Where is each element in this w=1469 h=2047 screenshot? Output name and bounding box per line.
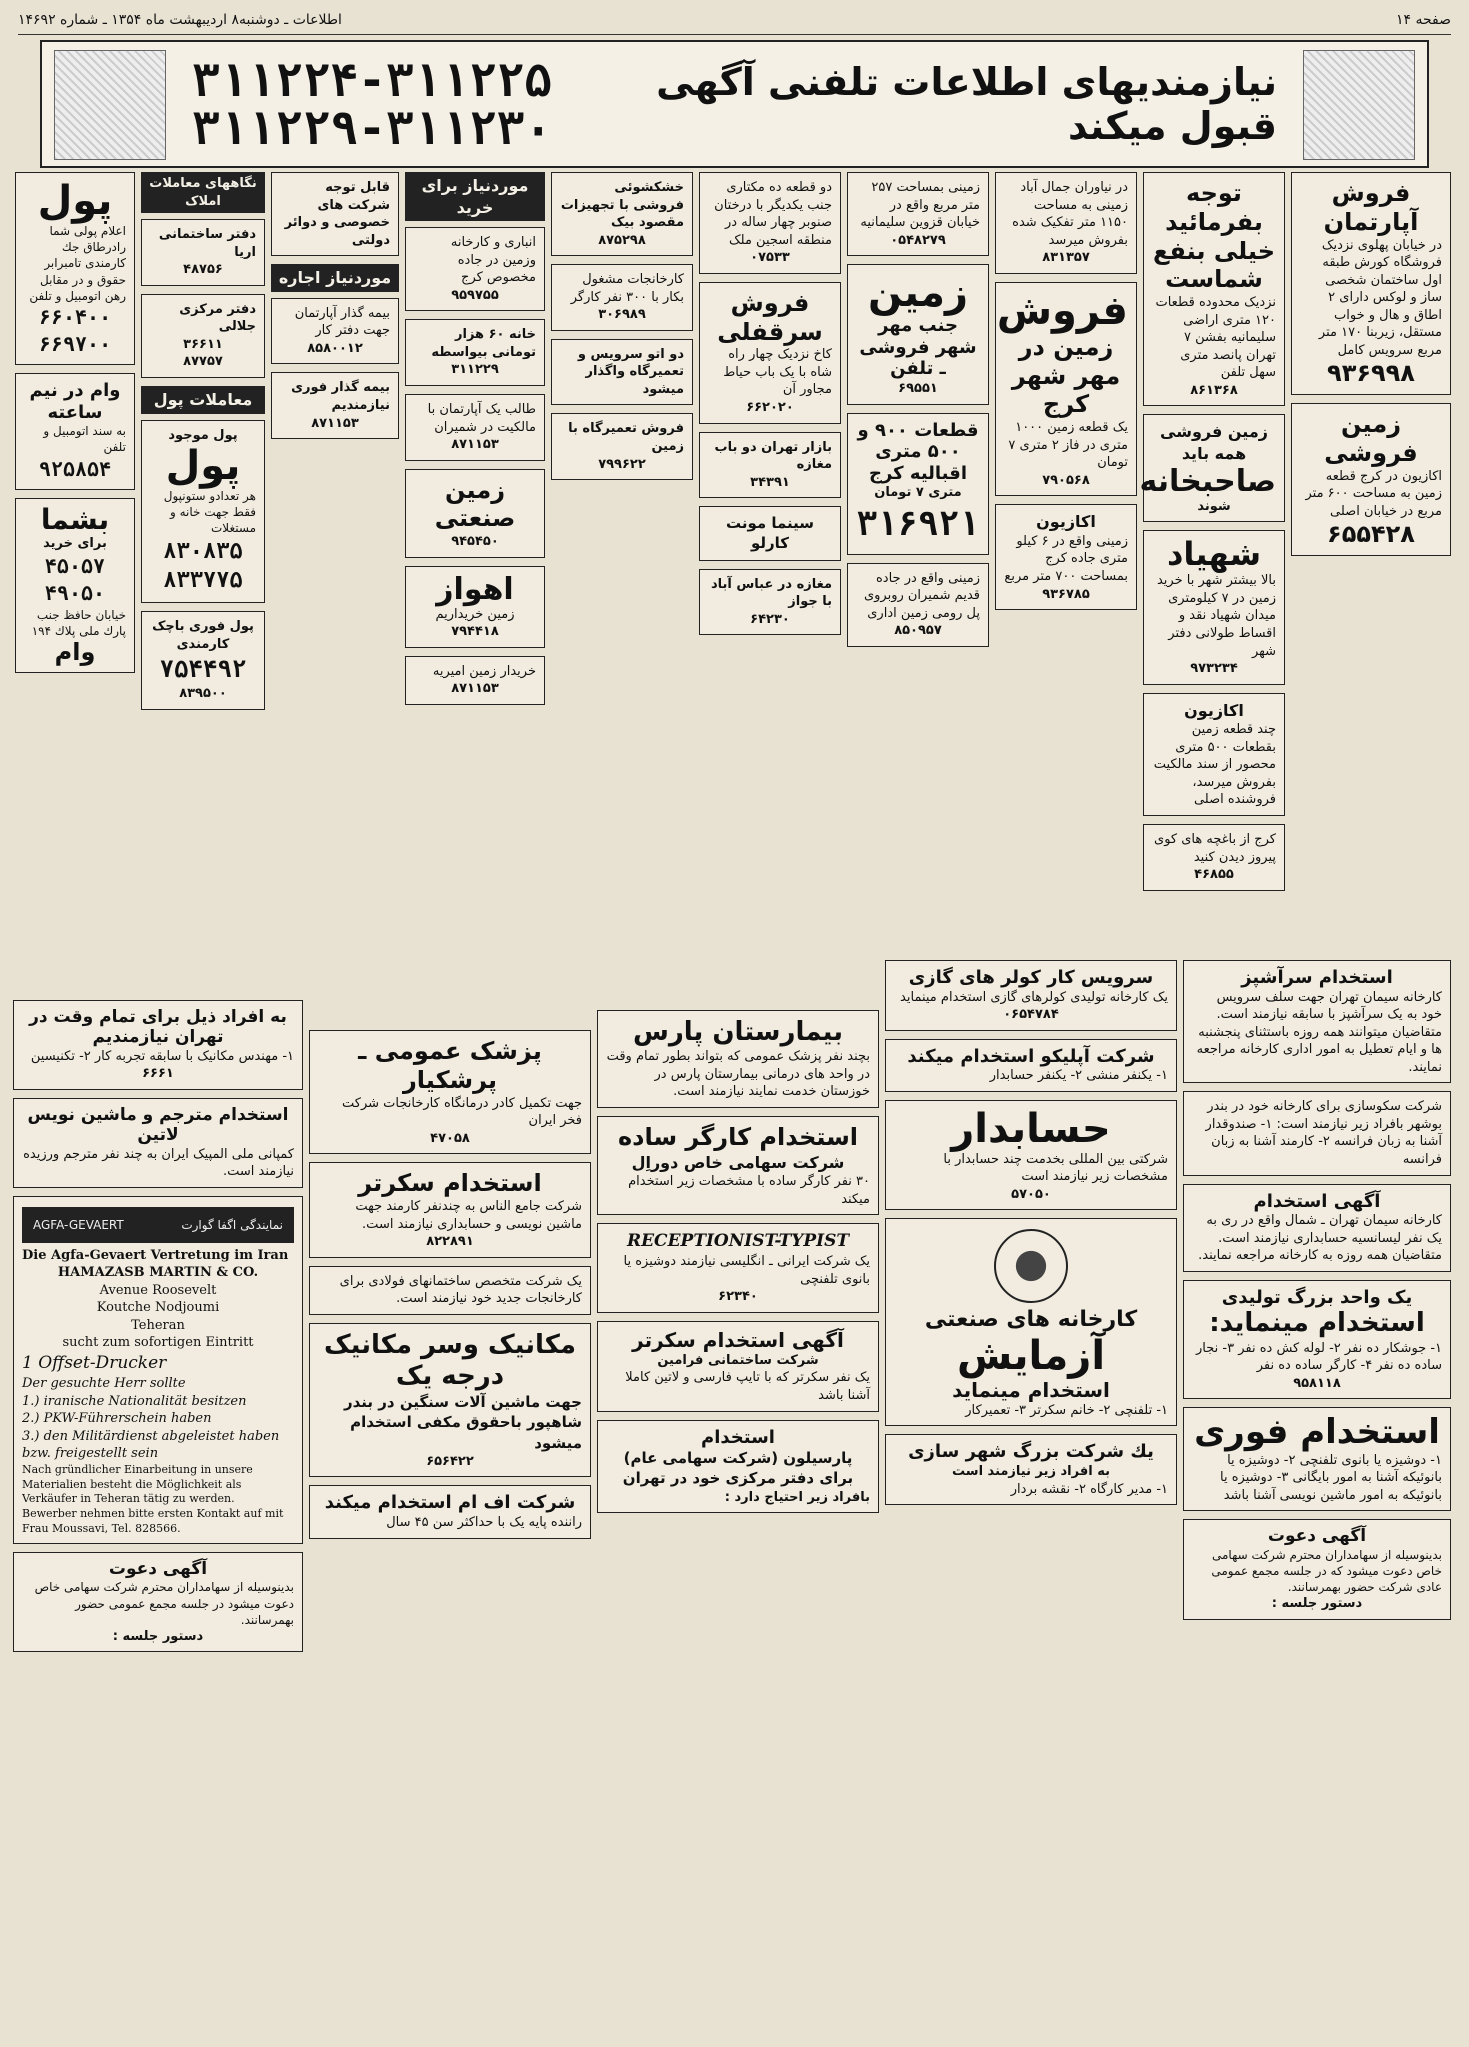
ad-body: هر تعدادو ستونپول فقط جهت خانه و مستغلات — [163, 489, 256, 536]
ad-body: شرکت سکوسازی برای کارخانه خود در بندر بوشهر بافراد زیر نیازمند است: ۱- صندوقدار آشنا به زبان فرانسه ۲- کارمند آشنا به زبان فرانسه — [1205, 1099, 1442, 1167]
ad-headline: آزمایش — [956, 1332, 1106, 1379]
banner-phones-line2: ۳۱۱۲۲۹-۳۱۱۲۳۰ — [192, 101, 553, 155]
ad-engineers-needed — [13, 1000, 303, 1090]
ad-secretary-faramin — [597, 1321, 879, 1412]
ad-phone: ۸۲۲۸۹۱ — [426, 1234, 474, 1250]
ad-urgent-money — [141, 611, 265, 710]
ad-title: بیمه گذار فوری نیازمندیم — [291, 380, 390, 413]
ad-title: اکازیون — [1184, 700, 1244, 720]
column-8 — [271, 172, 399, 447]
agfa-line: Nach gründlicher Einarbeitung in unsere Materialien besteht die Möglichkeit als Verkäufer in Teheran tätig zu werden. — [22, 1462, 253, 1506]
ad-mehrshahr-land — [995, 282, 1137, 497]
ad-attention — [1143, 172, 1285, 406]
ad-body: زمین خریداریم — [435, 606, 515, 622]
ad-phone-large: ۶۶۰۴۰۰ — [38, 304, 112, 329]
ad-title: وام در نیم ساعته — [29, 379, 121, 423]
ad-title: توجه بفرمائید خیلی بنفع شماست — [1152, 179, 1275, 294]
ad-body: راننده پایه یک با حداکثر سن ۴۵ سال — [386, 1515, 582, 1531]
ad-drycleaner — [551, 172, 693, 256]
ad-subtitle: دستور جلسه : — [112, 1628, 204, 1644]
ad-title: پول فوری باچک کارمندی — [152, 619, 254, 652]
ad-phone: ۰۵۴۸۲۷۹ — [890, 232, 946, 248]
ad-body: شرکتی بین المللی بخدمت چند حسابدار با مشخصات زیر نیازمند است — [943, 1151, 1168, 1185]
ad-phone: ۹۴۵۴۵۰ — [451, 534, 499, 550]
ad-half-hour-loan — [15, 373, 135, 490]
ad-auto-service — [551, 339, 693, 406]
ad-aria-office — [141, 219, 265, 286]
ad-title: دفتر مرکزی جلالی — [179, 301, 256, 335]
ad-cinema — [699, 506, 841, 561]
agfa-line: 3.) den Militärdienst abgeleistet haben bzw. freigestellt sein — [22, 1428, 280, 1462]
ad-chef-hire — [1183, 960, 1451, 1083]
ad-two-plots — [699, 172, 841, 274]
ad-parsilon — [597, 1420, 879, 1514]
ad-phone: ۷۹۰۵۶۸ — [1042, 472, 1090, 488]
page-number: صفحه ۱۴ — [1395, 12, 1451, 28]
classifieds-banner — [40, 40, 1429, 168]
ad-headline: شهیاد — [1166, 535, 1262, 574]
ad-goodwill-sale — [699, 282, 841, 424]
ad-body: بدینوسیله از سهامداران محترم شرکت سهامی خاص دعوت میشود که در جلسه مجمع عمومی عادی شرکت حضور بهمرسانند. — [1211, 1547, 1442, 1594]
column-10 — [15, 172, 135, 681]
ad-title: مغازه در عباس آباد با جواز — [710, 576, 832, 610]
ad-bushehr-plant — [1183, 1091, 1451, 1175]
agfa-line: 2.) PKW-Führerschein haben — [22, 1411, 212, 1427]
ad-shahyad — [1143, 530, 1285, 684]
ad-body: چند قطعه زمین بقطعات ۵۰۰ متری محصور از سند مالکیت بفروش میرسد، فروشنده اصلی — [1153, 722, 1276, 808]
ad-headline: استخدام فوری — [1194, 1412, 1440, 1453]
ad-body: نزدیک محدوده قطعات ۱۲۰ متری اراضی سلیمانیه بفشن ۷ تهران پانصد متری سهل تلفن — [1155, 295, 1276, 381]
ad-body: ۱- جوشکار ده نفر ۲- لوله کش ده نفر ۳- نجار ساده ده نفر ۴- کارگر ساده ده نفر — [1196, 1340, 1442, 1374]
ad-land-sale — [1291, 403, 1451, 556]
ad-subtitle: شرکت سهامی خاص دوراِل — [631, 1152, 845, 1172]
ad-invitation-left — [13, 1552, 303, 1653]
ad-body: بچند نفر پزشک عمومی که بتواند بطور تمام وقت در واحد های درمانی بیمارستان پارس در خوزستان خدمت نمایند نیازمند است. — [606, 1049, 870, 1100]
lower-column-center-right — [885, 960, 1177, 1513]
ad-fm-company — [309, 1485, 591, 1538]
ad-body: زمینی واقع در جاده قدیم شمیران روبروی پل رومی زمین اداری — [863, 570, 980, 621]
ad-subtitle: استخدام مینماید: — [1209, 1308, 1425, 1339]
banner-title: نیازمندیهای اطلاعات تلفنی آگهی قبول میکند — [656, 60, 1277, 148]
ad-money-loan — [15, 172, 135, 365]
ad-occasion — [1143, 693, 1285, 816]
ad-body: در نیاوران جمال آباد زمینی به مساحت ۱۱۵۰ متر تفکیک شده بفروش میرسد — [1012, 180, 1128, 248]
ad-repair-shop — [551, 413, 693, 480]
ad-body: دو قطعه ده مکتاری جنب یکدیگر با درختان صنوبر چهار ساله در منطقه اسجین ملک — [714, 180, 832, 248]
ad-title: قطعات ۹۰۰ و ۵۰۰ متری اقبالیه کرج — [857, 419, 979, 484]
ad-body: کمپانی ملی المپیک ایران به چند نفر مترجم ورزیده نیازمند است. — [23, 1146, 294, 1180]
ad-phone: ۳۶۶۱۱ — [183, 336, 223, 352]
ad-body: کارخانجات مشغول بکار با ۳۰۰ نفر کارگر — [570, 272, 684, 305]
ad-title: خریدار زمین امیریه — [432, 663, 536, 679]
ad-headline: حسابدار — [951, 1105, 1111, 1152]
ad-phone: ۶۶۶۱ — [142, 1066, 174, 1082]
ad-house-wanted — [405, 319, 545, 386]
agfa-line: Koutche Nodjoumi — [96, 1300, 220, 1316]
ad-phone-large: ۴۵۰۵۷ — [44, 553, 106, 578]
ad-phone-large: ۹۲۵۸۵۴ — [38, 456, 112, 481]
ad-title: پول موجود — [168, 427, 238, 443]
ad-body: جهت ماشین آلات سنگین در بندر شاهپور باحقوق مکفی استخدام میشود — [344, 1393, 582, 1452]
ad-apartment-sale — [1291, 172, 1451, 395]
ad-body: ۱- تلفنچی ۲- خانم سکرتر ۳- تعمیرکار — [965, 1402, 1168, 1418]
agfa-german-text — [22, 1247, 294, 1537]
banner-family-illustration — [1303, 50, 1415, 160]
ad-title: دو اتو سرویس و تعمیرگاه واگذار میشود — [577, 346, 684, 397]
ad-invitation-right — [1183, 1519, 1451, 1620]
ad-body: زمینی واقع در ۶ کیلو متری جاده کرج بمساحت ۷۰۰ متر مربع — [1004, 533, 1128, 584]
lower-column-center — [597, 1010, 879, 1521]
ad-headline: صاحبخانه — [1139, 463, 1276, 499]
ad-phone: ۸۷۱۱۵۳ — [451, 437, 499, 453]
ad-phone: ۶۹۵۵۱ — [898, 380, 938, 396]
ad-phone: ۶۴۲۳۰ — [750, 611, 790, 627]
lower-column-right — [1183, 960, 1451, 1628]
banner-phone-numbers — [192, 52, 553, 155]
ad-phone: ۴۸۷۵۶ — [183, 262, 223, 278]
ad-subtitle: جنب مهر شهر فروشی ـ تلفن — [859, 315, 977, 380]
column-5 — [699, 172, 841, 643]
ad-subtitle: استخدام مینماید — [952, 1377, 1110, 1402]
ad-title: فروش سرقفلی — [717, 288, 823, 346]
ad-title: سرویس کار کولر های گازی — [908, 967, 1154, 988]
ad-phone: ۳۱۱۲۲۹ — [451, 362, 499, 378]
ad-body: یک شرکت ایرانی ـ انگلیسی نیازمند دوشیزه یا بانوی تلفنچی — [623, 1254, 870, 1287]
ad-agfa-gevaert — [13, 1196, 303, 1544]
ad-title: RECEPTIONIST-TYPIST — [626, 1231, 850, 1252]
ad-phone: ۹۷۳۲۳۴ — [1190, 661, 1238, 677]
ad-steel-structures — [309, 1266, 591, 1315]
section-heading-buy: موردنیاز برای خرید — [405, 172, 545, 221]
ad-body: خیابان حافظ جنب پارك ملی پلاك ۱۹۴ — [31, 607, 126, 639]
ad-amirieh-land — [405, 656, 545, 705]
ad-title: شرکت اف ام استخدام میکند — [324, 1492, 576, 1514]
ad-ahvaz — [405, 566, 545, 648]
ad-phone: ۳۴۳۹۱ — [750, 474, 790, 490]
ad-body: کارخانه سیمان تهران جهت سلف سرویس خود به یک سرآشپز با سابقه نیازمند است. متقاضیان میتوانند همه روزه باستثنای پنجشنبه ها و ایام تعطیل به امور اداری کارخانه مراجعه نمایند. — [1196, 989, 1442, 1075]
ad-body: یک شرکت متخصص ساختمانهای فولادی برای کارخانجات جدید خود نیازمند است. — [339, 1273, 582, 1307]
ad-title: آگهی استخدام سکرتر — [632, 1327, 844, 1352]
agfa-line: Bewerber nehmen bitte ersten Kontakt auf mit Frau Moussavi, Tel. 828566. — [22, 1507, 284, 1536]
ad-title: فروش تعمیرگاه با زمین — [568, 421, 684, 455]
ad-headline: زمین — [867, 270, 969, 317]
lower-column-left — [13, 1000, 303, 1660]
ad-title: یک واحد بزرگ تولیدی — [1221, 1286, 1413, 1308]
ad-aplico — [885, 1039, 1177, 1092]
ad-body: ۳۰ نفر کارگر ساده با مشخصات زیر استخدام میکند — [628, 1174, 870, 1207]
ad-phone: ۸۷۵۲۹۸ — [598, 232, 646, 248]
ad-receptionist — [597, 1223, 879, 1313]
ad-azmayesh — [885, 1218, 1177, 1426]
ad-title: زمین فروشی — [1324, 410, 1418, 468]
agfa-line: 1 Offset-Drucker — [22, 1353, 167, 1374]
ad-phone: ۵۷۰۵۰ — [1011, 1186, 1051, 1202]
column-4 — [847, 172, 989, 655]
ad-title: پزشک عمومی ـ پرشکیار — [358, 1037, 542, 1094]
ad-title: یك شرکت بزرگ شهر سازی — [908, 1441, 1154, 1463]
ad-title: فروش آپارتمان — [1323, 179, 1419, 236]
ad-phone-large: ۴۹۰۵۰ — [44, 580, 106, 605]
ad-phone: ۸۵۸۰۰۱۲ — [307, 340, 363, 356]
ad-title: استخدام کارگر ساده — [617, 1122, 859, 1151]
ad-title: زمین فروشی همه باید — [1160, 422, 1268, 464]
ad-land-mehrshahr — [847, 264, 989, 404]
agfa-line: Die Agfa-Gevaert Vertretung im Iran — [22, 1247, 289, 1263]
ad-simple-workers — [597, 1116, 879, 1215]
ad-phone: ۸۷۱۱۵۳ — [451, 681, 499, 697]
ad-karaj-gardens — [1143, 824, 1285, 891]
ad-headline: پول — [37, 178, 113, 224]
agfa-logo — [22, 1207, 294, 1243]
ad-urban-development — [885, 1434, 1177, 1505]
ad-phone: ۶۵۵۴۲۸ — [1327, 520, 1415, 549]
page-header — [18, 6, 1451, 35]
ad-title: استخدام مترجم و ماشین نویس لاتین — [27, 1104, 289, 1146]
ad-body: بافراد زیر احتیاج دارد : — [724, 1489, 870, 1505]
ad-body: شرکت جامع الناس به چندنفر کارمند جهت ماشین نویسی و حسابداری نیازمند است. — [355, 1199, 582, 1232]
ad-subtitle: به افراد زیر نیازمند است — [952, 1464, 1110, 1479]
ad-phone: ۶۵۶۴۲۲ — [426, 1453, 474, 1469]
agfa-line: sucht zum sofortigen Eintritt — [62, 1335, 254, 1351]
ad-phone: ۶۶۲۰۲۰ — [746, 399, 794, 415]
ad-title: زمین صنعتی — [434, 475, 516, 533]
agfa-line: Der gesuchte Herr sollte — [22, 1375, 186, 1391]
ad-phone-large: ۸۳۳۷۷۵ — [163, 568, 243, 594]
ad-title: سینما مونت کارلو — [725, 514, 815, 553]
ad-phone-large: ۶۶۹۷۰۰ — [38, 331, 112, 356]
agfa-line: 1.) iranische Nationalität besitzen — [22, 1393, 247, 1409]
ad-title: آگهی استخدام — [1253, 1190, 1381, 1212]
ad-body: کارخانه سیمان تهران ـ شمال واقع در ری به یک نفر لیسانسیه حسابداری نیازمند است. متقاضیان همه روزه به کارخانه مراجعه نمایند. — [1198, 1213, 1442, 1264]
ad-body: یک کارخانه تولیدی کولرهای گازی استخدام مینماید — [900, 989, 1168, 1005]
ad-phone-large: ۷۵۴۴۹۲ — [159, 655, 247, 684]
ad-urgent-need — [271, 372, 399, 439]
column-1 — [1291, 172, 1451, 564]
ad-subtitle: پارسیلون (شرکت سهامی عام) برای دفتر مرکزی خود در تهران — [622, 1449, 854, 1488]
ad-title: اکازیون — [1036, 512, 1096, 532]
ad-warehouse-wanted — [405, 227, 545, 311]
ad-phone: ۸۷۷۵۷ — [183, 354, 223, 370]
ad-shemiran-road — [847, 563, 989, 647]
ad-phone: ۰۷۵۳۳ — [750, 250, 790, 266]
ad-apartment-wanted — [405, 394, 545, 461]
column-2 — [1139, 172, 1285, 899]
ad-body: انباری و کارخانه وزمین در جاده مخصوص کرج — [450, 235, 536, 286]
ad-translator-typist — [13, 1098, 303, 1188]
ad-body: ۱- دوشیزه یا بانوی تلفنچی ۲- دوشیزه یا بانوئیکه آشنا به امور بایگانی ۳- دوشیزه یا بانوئیکه به امور ماشین نویسی آشنا باشد — [1220, 1452, 1442, 1503]
ad-title: مکانیک وسر مکانیک درجه یک — [324, 1329, 576, 1391]
ad-cement-hire — [1183, 1184, 1451, 1272]
ad-phone: ۴۶۸۵۵ — [1194, 867, 1234, 883]
ad-phone: ۰۶۵۴۷۸۴ — [1003, 1007, 1059, 1023]
ad-body: یک نفر سکرتر که با تایپ فارسی و لاتین کاملا آشنا باشد — [625, 1370, 870, 1403]
ad-phone: ۸۶۱۳۶۸ — [1190, 382, 1238, 398]
section-heading-money: معاملات پول — [141, 386, 265, 414]
ad-title: شرکت آپلیکو استخدام میکند — [907, 1045, 1155, 1067]
ad-body: زمینی بمساحت ۲۵۷ متر مربع واقع در خیابان قزوین سلیمانیه — [860, 180, 980, 231]
ad-headline: وام — [54, 638, 96, 667]
ad-factories — [551, 264, 693, 331]
ad-body: جهت تکمیل کادر درمانگاه کارخانجات شرکت فخر ایران — [342, 1095, 582, 1129]
ad-headline: فروش — [996, 287, 1128, 334]
ad-body: کاخ نزدیک چهار راه شاه با یک باب حیاط مجاور آن — [723, 347, 832, 398]
ad-mechanic — [309, 1323, 591, 1478]
ad-secretary-hire — [309, 1162, 591, 1257]
ad-eghbalieh-plots — [847, 413, 989, 555]
ad-body: اکازیون در کرج قطعه زمین به مساحت ۶۰۰ متر مربع در خیابان اصلی — [1305, 468, 1442, 519]
ad-pars-hospital — [597, 1010, 879, 1108]
ad-phone: ۹۳۶۷۸۵ — [1042, 586, 1090, 602]
agfa-logo-english: AGFA-GEVAERT — [33, 1217, 124, 1232]
ad-body: ۱- یکنفر منشی ۲- یکنفر حسابدار — [989, 1068, 1168, 1084]
ad-headline: پول — [165, 443, 241, 490]
section-heading-real-estate: نگاههای معاملات املاک — [141, 172, 265, 213]
ad-subtitle: متری ۷ تومان — [874, 485, 962, 501]
section-heading-rent: موردنیاز اجاره — [271, 264, 399, 292]
ad-title: کارخانه های صنعتی — [924, 1307, 1138, 1333]
ad-subtitle: شوند — [1197, 498, 1231, 514]
ad-phone: ۸۳۹۵۰۰ — [179, 686, 227, 702]
ad-phone: ۴۷۰۵۸ — [430, 1130, 470, 1146]
ad-body: اعلام پولی شما رادرطاق جك كارمندی تامبرابر حقوق و در مقابل رهن اتومبيل و تلفن — [29, 224, 126, 303]
column-6 — [551, 172, 693, 488]
ad-headline: بشما — [40, 502, 110, 536]
ad-money-available — [141, 420, 265, 603]
ad-subtitle: زمین در مهر شهر کرج — [1011, 332, 1121, 419]
ad-title: دفتر ساختمانی اریا — [158, 227, 256, 260]
ad-phone: ۷۹۹۶۲۲ — [598, 456, 646, 472]
column-3 — [995, 172, 1137, 618]
ad-phone: ۸۳۱۳۵۷ — [1042, 250, 1090, 266]
agfa-line: Avenue Roosevelt — [99, 1282, 217, 1298]
ad-body: در خیابان پهلوی نزدیک فروشگاه کورش طبقه اول ساختمان شخصی ساز و لوکس دارای ۲ اطاق و هال و خواب مستقل، زیربنا ۱۷۰ متر مربع سرویس کامل — [1318, 237, 1442, 358]
ad-subtitle: برای خرید — [43, 536, 107, 552]
ad-private-companies — [271, 172, 399, 256]
ad-urgent-hire — [1183, 1407, 1451, 1511]
ad-jalali-office — [141, 294, 265, 378]
ad-body: بیمه گذار آپارتمان جهت دفتر کار — [294, 305, 390, 339]
ad-title: بیمارستان پارس — [632, 1017, 844, 1047]
ad-phone: ۸۷۱۱۵۳ — [311, 415, 359, 431]
ad-office-rent — [271, 298, 399, 365]
ad-phone: ۶۲۳۴۰ — [718, 1289, 758, 1305]
ad-title: خشکشوئی فروشی با تجهیزات مقصود بیک — [560, 180, 684, 231]
ad-title: به افراد ذیل برای تمام وقت در تهران نیازمندیم — [29, 1007, 287, 1048]
agfa-line: Teheran — [131, 1317, 185, 1333]
ad-niavaran-land — [995, 172, 1137, 274]
ad-phone-large: ۳۱۶۹۲۱ — [856, 503, 980, 544]
ad-phone: ۹۵۹۷۵۵ — [451, 287, 499, 303]
ad-body: کرج از باغچه های کوی پیروز دیدن کنید — [1154, 832, 1276, 865]
agfa-line: HAMAZASB MARTIN & CO. — [57, 1265, 259, 1281]
ad-occasion-karaj — [995, 504, 1137, 610]
banner-phones-line1: ۳۱۱۲۲۴-۳۱۱۲۲۵ — [192, 52, 553, 107]
ad-phone: ۳۰۶۹۸۹ — [598, 307, 646, 323]
ad-phone: ۹۳۶۹۹۸ — [1327, 359, 1415, 388]
ad-title: استخدام — [701, 1426, 775, 1448]
ad-homeowner — [1139, 414, 1285, 522]
ad-subtitle: به سند اتومبیل و تلفن — [43, 424, 126, 455]
ad-title: استخدام سکرتر — [358, 1169, 542, 1198]
ad-phone: ۸۵۰۹۵۷ — [894, 623, 942, 639]
ad-title: بازار تهران دو باب مغازه — [714, 439, 832, 473]
ad-body: ۱- مهندس مکانیک با سابقه تجربه کار ۲- تکنیسین — [30, 1048, 294, 1064]
ad-headline: اهواز — [436, 571, 514, 607]
agfa-logo-farsi: نمایندگی اگفا گوارت — [181, 1217, 283, 1232]
ad-abbasabad-shop — [699, 569, 841, 636]
column-9 — [141, 172, 265, 718]
ad-subtitle: دستور جلسه : — [1271, 1596, 1363, 1612]
ad-loan-for-you — [15, 498, 135, 673]
lower-column-center-left — [309, 1030, 591, 1547]
ad-subtitle: شرکت ساختمانی فرامین — [657, 1352, 819, 1368]
ad-bazaar-shops — [699, 432, 841, 499]
issue-date-line: اطلاعات ـ دوشنبه۸ اردیبهشت ماه ۱۳۵۴ ـ شماره ۱۴۶۹۲ — [18, 12, 342, 28]
ad-phone: ۷۹۴۴۱۸ — [451, 624, 499, 640]
ad-accountant — [885, 1100, 1177, 1211]
ad-title: استخدام سرآشپز — [1241, 967, 1393, 988]
ad-phone: ۹۵۸۱۱۸ — [1293, 1375, 1341, 1391]
ad-body: بالا بیشتر شهر با خرید زمین در ۷ کیلومتری میدان شهیاد نقد و اقساط طولانی دفتر شهر — [1156, 573, 1276, 659]
ad-title: خانه ۶۰ هزار تومانی بیواسطه — [431, 327, 536, 360]
ad-phone-large: ۸۳۰۸۳۵ — [163, 538, 243, 564]
ad-qazvin-land — [847, 172, 989, 256]
ad-body: یک قطعه زمین ۱۰۰۰ متری در فاز ۲ متری ۷ تومان — [1008, 420, 1128, 471]
ad-title: طالب یک آپارتمان با مالکیت در شمیران — [427, 402, 536, 435]
azmayesh-emblem-icon — [994, 1229, 1068, 1303]
ad-title: آگهی دعوت — [1267, 1526, 1367, 1547]
ad-body: بدینوسیله از سهامداران محترم شرکت سهامی خاص دعوت میشود در جلسه مجمع عمومی حضور بهمرسانند. — [34, 1580, 294, 1627]
column-7 — [405, 172, 545, 713]
banner-couple-illustration — [54, 50, 166, 160]
ad-general-physician — [309, 1030, 591, 1154]
ad-title: قابل توجه شرکت های خصوصی و دوائر دولتی — [284, 180, 390, 248]
ad-body: ۱- مدیر کارگاه ۲- نقشه بردار — [1010, 1481, 1168, 1497]
ad-title: آگهی دعوت — [108, 1558, 208, 1579]
ad-industrial-land — [405, 469, 545, 558]
ad-production-unit — [1183, 1280, 1451, 1399]
ad-gas-cooler-service — [885, 960, 1177, 1031]
